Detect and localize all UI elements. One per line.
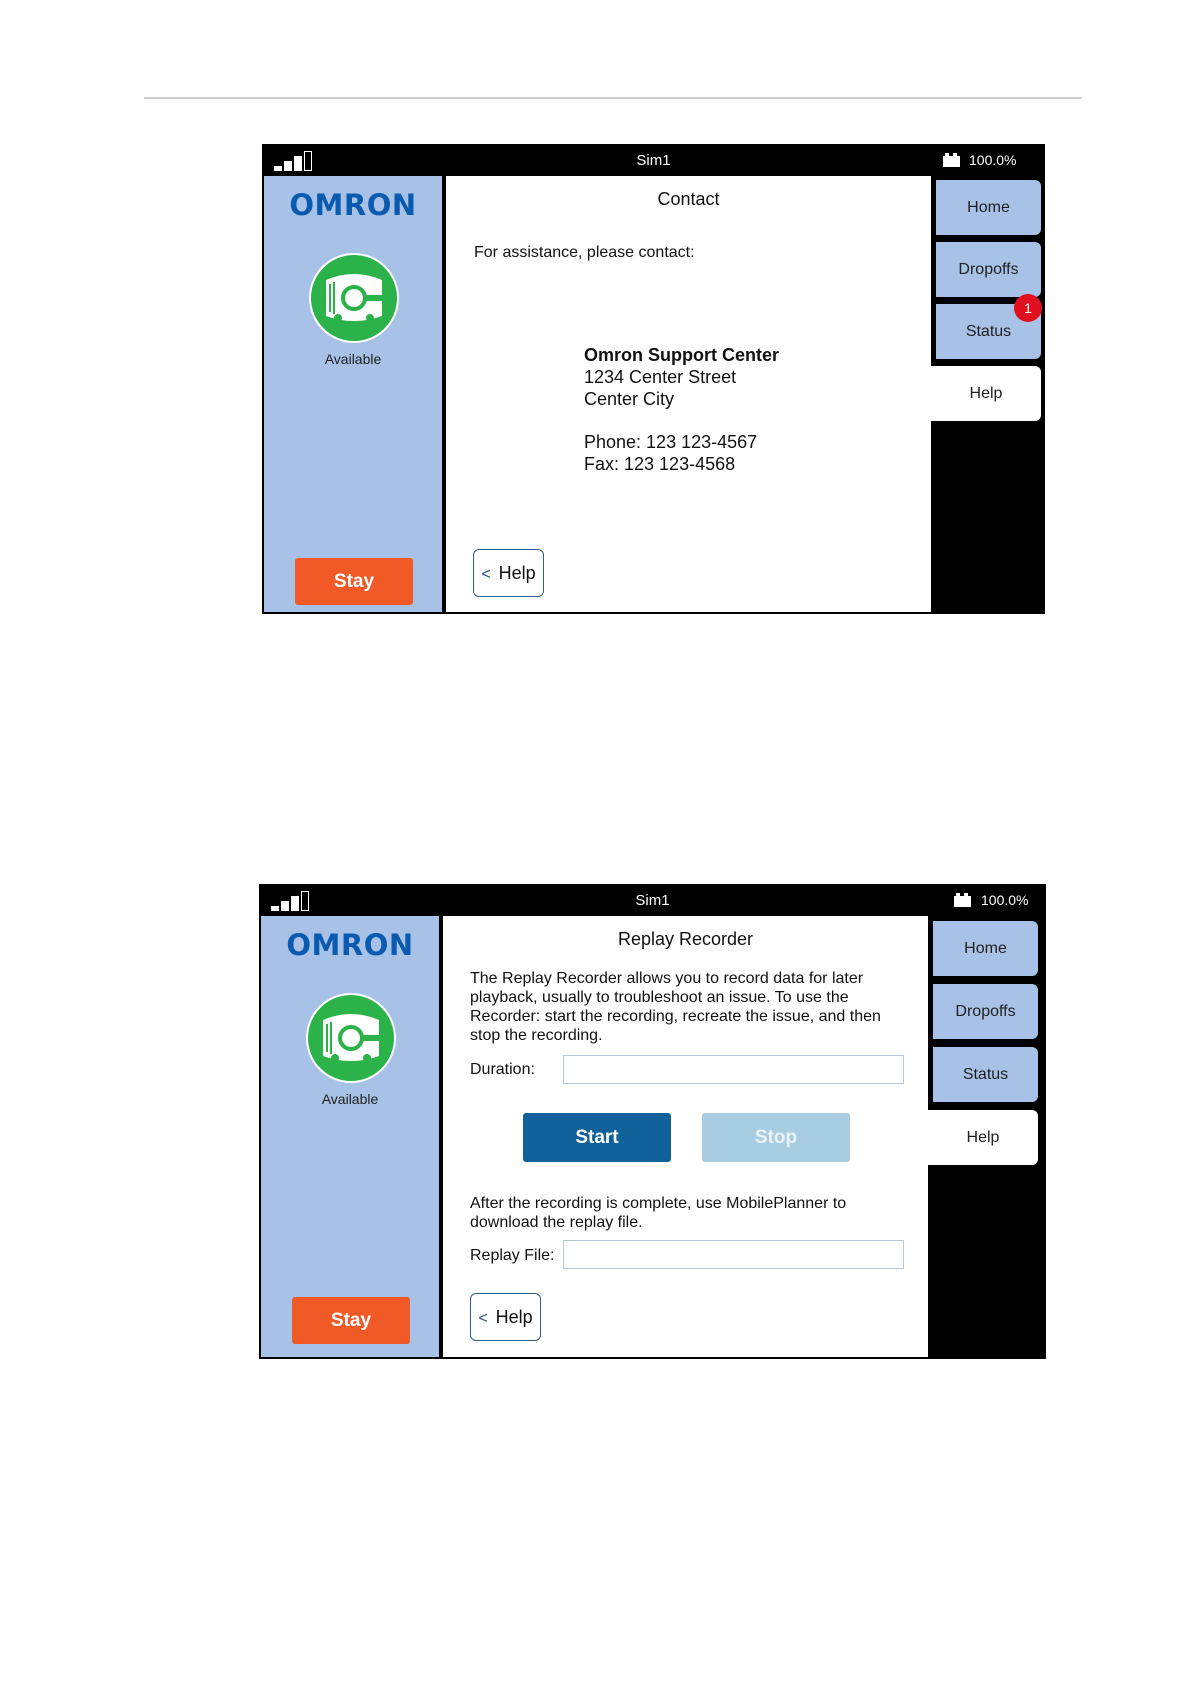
omron-logo: OMRON <box>286 928 414 962</box>
status-bar <box>259 884 1046 915</box>
battery-percent: 100.0% <box>969 152 1017 168</box>
nav-dropoffs-button[interactable]: Dropoffs <box>933 984 1038 1039</box>
support-city: Center City <box>584 389 675 409</box>
robot-name: Sim1 <box>635 892 670 909</box>
robot-icon <box>308 252 400 344</box>
chevron-left-icon: < <box>481 565 491 583</box>
back-button-label: Help <box>495 1306 533 1327</box>
status-notification-badge: 1 <box>1014 294 1042 322</box>
nav-home-button[interactable]: Home <box>936 180 1041 235</box>
robot-status-panel <box>261 916 439 1357</box>
stop-recording-button: Stop <box>702 1113 850 1162</box>
duration-field <box>563 1055 904 1084</box>
duration-label: Duration: <box>470 1061 535 1078</box>
nav-help-button[interactable]: Help <box>931 366 1041 421</box>
robot-status-label: Available <box>321 1091 379 1107</box>
chevron-left-icon: < <box>478 1309 488 1327</box>
stay-button[interactable]: Stay <box>295 558 413 605</box>
robot-icon <box>305 992 397 1084</box>
nav-dropoffs-button[interactable]: Dropoffs <box>936 242 1041 297</box>
replay-recorder-description: The Replay Recorder allows you to record data for later playback, usually to troubleshoot an issue. To use the Recorder: start the recording, recreate the issue, and then stop the recording. <box>470 970 881 1044</box>
content-area <box>446 176 931 612</box>
robot-name: Sim1 <box>636 152 671 169</box>
support-phone: Phone: 123 123-4567 <box>584 432 758 452</box>
nav-status-button[interactable]: Status <box>936 304 1041 359</box>
support-address <box>584 344 779 475</box>
robot-status-panel <box>264 176 442 612</box>
content-area <box>443 916 928 1357</box>
replay-recorder-screen <box>259 884 1046 1359</box>
page-header-rule <box>144 97 1082 99</box>
battery-charging-icon <box>943 152 960 167</box>
page-title: Replay Recorder <box>617 929 754 949</box>
support-fax: Fax: 123 123-4568 <box>584 454 736 474</box>
back-to-help-button[interactable] <box>470 1293 541 1341</box>
back-to-help-button[interactable] <box>473 549 544 597</box>
download-instructions: After the recording is complete, use MobilePlanner to download the replay file. <box>470 1195 847 1231</box>
nav-help-button[interactable]: Help <box>928 1110 1038 1165</box>
omron-logo: OMRON <box>289 188 417 222</box>
back-button-label: Help <box>498 562 536 583</box>
battery-charging-icon <box>954 892 971 907</box>
contact-screen <box>262 144 1045 614</box>
support-street: 1234 Center Street <box>584 367 737 387</box>
nav-status-button[interactable]: Status <box>933 1047 1038 1102</box>
robot-status-label: Available <box>324 351 382 367</box>
replay-file-label: Replay File: <box>470 1247 555 1264</box>
status-bar <box>262 144 1045 175</box>
assistance-text: For assistance, please contact: <box>474 244 695 261</box>
nav-home-button[interactable]: Home <box>933 921 1038 976</box>
page-title: Contact <box>657 189 720 209</box>
stay-button[interactable]: Stay <box>292 1297 410 1344</box>
start-recording-button[interactable]: Start <box>523 1113 671 1162</box>
battery-percent: 100.0% <box>981 892 1029 908</box>
replay-file-field <box>563 1240 904 1269</box>
support-center-name: Omron Support Center <box>584 345 780 365</box>
